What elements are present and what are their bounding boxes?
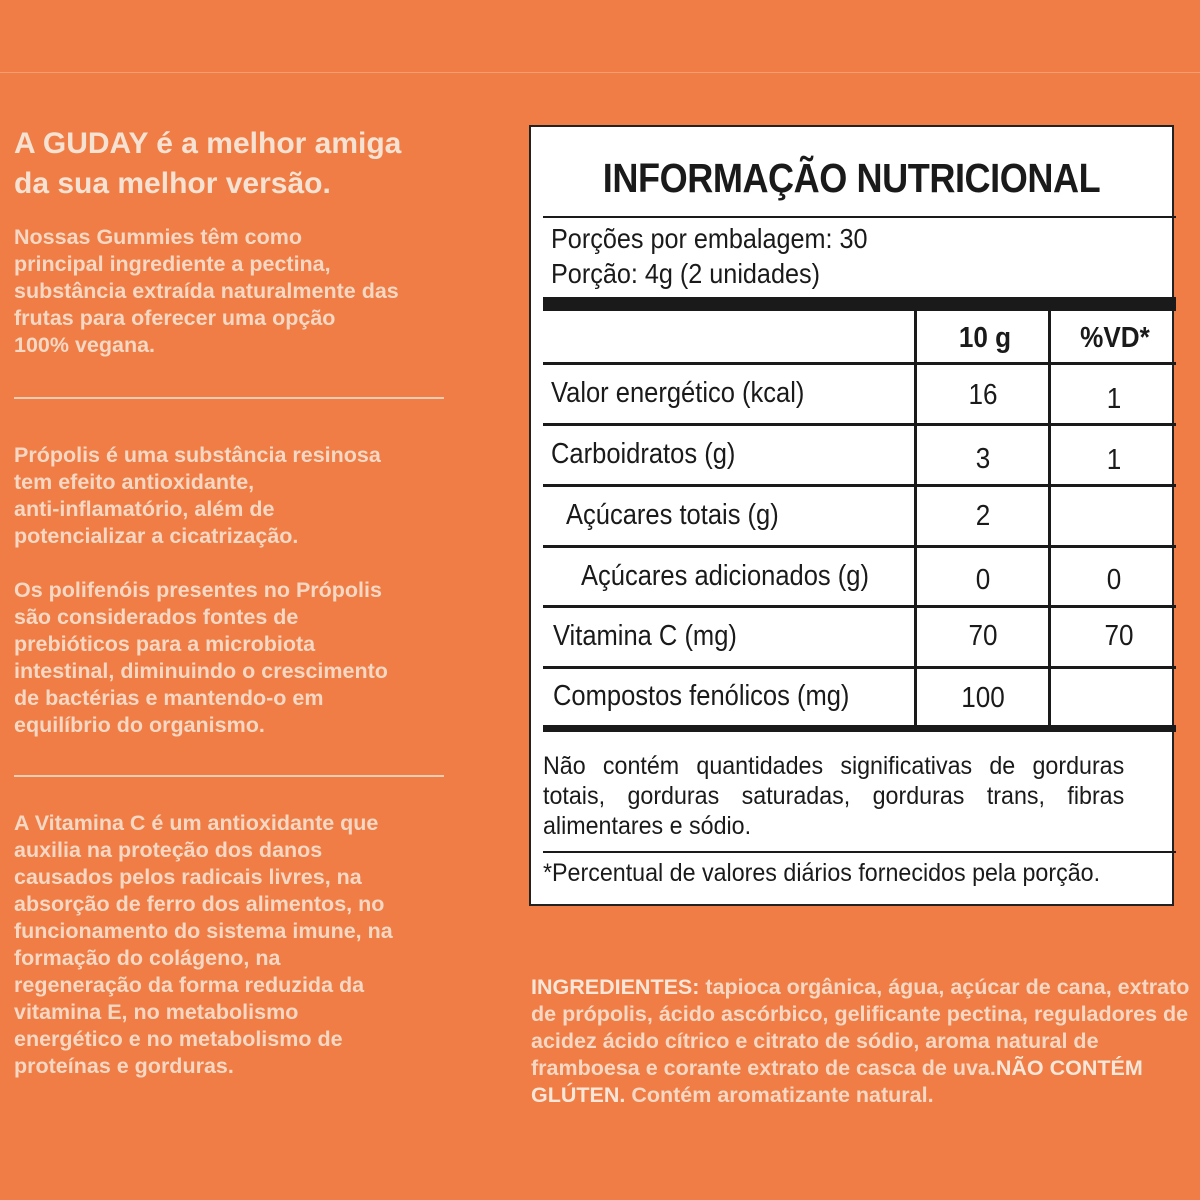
propolis-line: potencializar a cicatrização. [14,524,299,548]
row-amount: 100 [961,682,1005,714]
row-dv: 1 [1106,444,1122,476]
left-column [14,124,454,1080]
row-label: Valor energético (kcal) [551,377,805,409]
column-separator [1048,311,1051,727]
column-header-amount: 10 g [958,322,1012,354]
footnote-not-significant: Não contém quantidades significativas de gorduras totais, gorduras saturadas, gorduras trans, fibras alimentares e sódio. [543,752,1125,840]
section-divider [14,397,444,399]
pectina-line: principal ingrediente a pectina, [14,252,331,276]
row-amount: 16 [968,379,998,411]
column-separator [914,311,917,727]
propolis-line: anti-inflamatório, além de [14,497,275,521]
top-divider [0,72,1200,73]
portion-size: Porção: 4g (2 unidades) [551,258,820,289]
vitamina-line: A Vitamina C é um antioxidante que [14,811,379,835]
nutrition-title: INFORMAÇÃO NUTRICIONAL [602,155,1101,201]
column-header-dv: %VD* [1080,322,1150,354]
row-label: Compostos fenólicos (mg) [553,680,850,712]
vitamina-line: funcionamento do sistema imune, na [14,919,393,943]
polifenois-line: prebióticos para a microbiota [14,632,316,656]
pectina-line: Nossas Gummies têm como [14,225,302,249]
polifenois-line: Os polifenóis presentes no Própolis [14,578,382,602]
row-rule [543,484,1176,487]
row-amount: 0 [975,564,991,596]
pectina-line: substância extraída naturalmente das [14,279,399,303]
row-rule [543,545,1176,548]
vitamina-line: energético e no metabolismo de [14,1027,343,1051]
portions-per-package: Porções por embalagem: 30 [551,223,868,254]
polifenois-line: intestinal, diminuindo o crescimento [14,659,388,683]
vitamina-paragraph [14,810,454,1080]
vitamina-line: formação do colágeno, na [14,946,281,970]
row-label: Açúcares totais (g) [566,499,779,531]
footnote-rule [543,851,1176,853]
propolis-line: Própolis é uma substância resinosa [14,443,381,467]
propolis-paragraph [14,442,454,550]
row-dv: 70 [1104,620,1134,652]
row-amount: 2 [975,500,991,532]
gluten-warning: NÃO CONTÉM GLÚTEN. [531,1056,1143,1107]
row-rule [543,362,1176,365]
vitamina-line: auxilia na proteção dos danos [14,838,323,862]
ingredients-note: Contém aromatizante natural. [625,1083,934,1107]
nutrition-facts-panel [529,125,1174,906]
row-dv: 1 [1106,383,1122,415]
vitamina-line: regeneração da forma reduzida da [14,973,365,997]
thick-rule-top [543,297,1176,311]
headline-line-1: A GUDAY é a melhor amiga [14,127,402,160]
ingredients-list: tapioca orgânica, água, açúcar de cana, extrato de própolis, ácido ascórbico, gelificante pectina, reguladores de acidez ácido cítrico e citrato de sódio, aroma natural de framboesa e corante extrato de casca de uva. [531,975,1190,1080]
footnote-daily-values: *Percentual de valores diários fornecidos pela porção. [543,859,1101,887]
vitamina-line: causados pelos radicais livres, na [14,865,362,889]
propolis-line: tem efeito antioxidante, [14,470,255,494]
title-rule [543,216,1176,218]
row-rule [543,605,1176,608]
row-amount: 70 [968,620,998,652]
polifenois-line: são considerados fontes de [14,605,299,629]
row-label: Açúcares adicionados (g) [581,560,869,592]
row-rule [543,666,1176,669]
thick-rule-bottom [543,725,1176,732]
polifenois-line: equilíbrio do organismo. [14,713,265,737]
ingredients-label: INGREDIENTES: [531,975,700,999]
pectina-line: frutas para oferecer uma opção [14,306,336,330]
section-divider [14,775,444,777]
row-rule [543,423,1176,426]
ingredients-paragraph [531,974,1191,1109]
headline-line-2: da sua melhor versão. [14,167,331,200]
row-amount: 3 [975,443,991,475]
vitamina-line: proteínas e gorduras. [14,1054,234,1078]
pectina-paragraph [14,224,454,359]
vitamina-line: vitamina E, no metabolismo [14,1000,299,1024]
polifenois-line: de bactérias e mantendo-o em [14,686,324,710]
row-label: Vitamina C (mg) [553,620,737,652]
pectina-line: 100% vegana. [14,333,156,357]
row-label: Carboidratos (g) [551,438,736,470]
polifenois-paragraph [14,577,454,739]
row-dv: 0 [1106,564,1122,596]
headline [14,124,454,204]
vitamina-line: absorção de ferro dos alimentos, no [14,892,385,916]
